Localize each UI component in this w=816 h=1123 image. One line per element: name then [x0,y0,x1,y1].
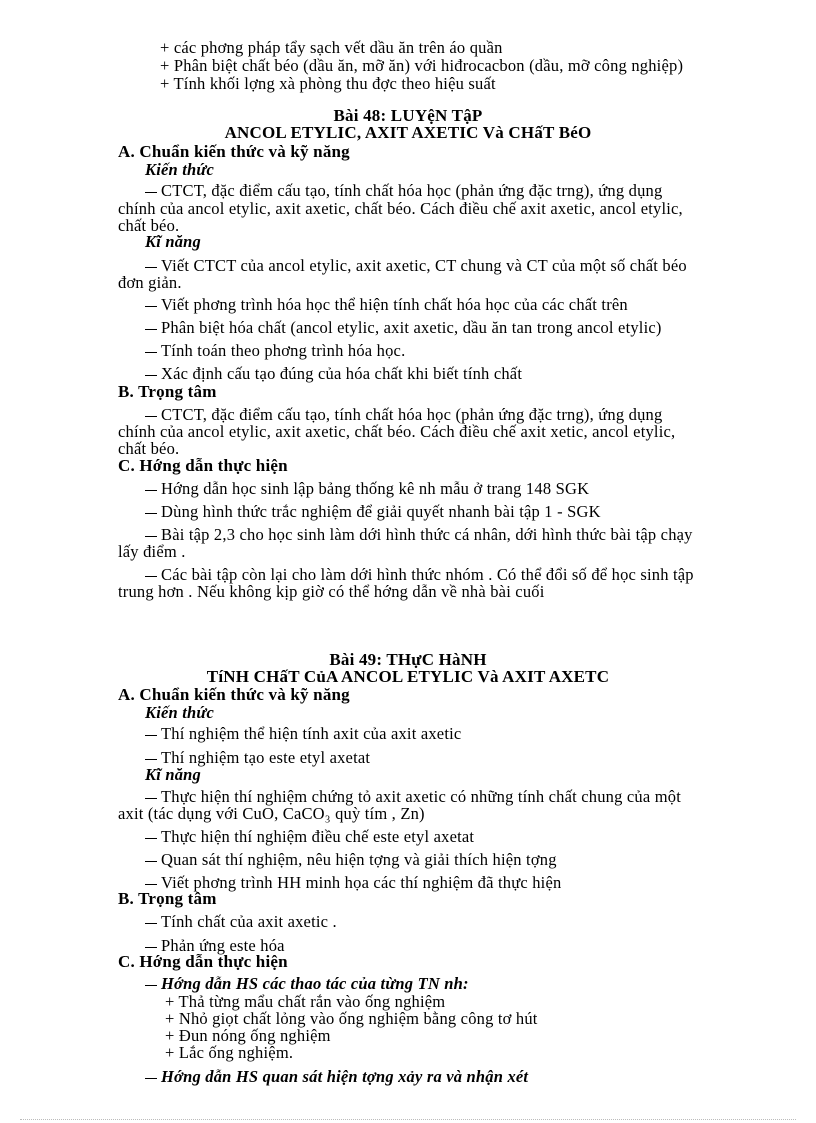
lesson48-kn3: Phân biệt hóa chất (ancol etylic, axit axetic, dầu ăn tan trong ancol etylic) [145,319,662,337]
lesson48-section-a: A. Chuẩn kiến thức và kỹ năng [118,142,350,161]
lesson49-hd1: Hớng dẫn HS các thao tác của từng TN nh: [145,975,469,993]
lesson48-kn4: Tính toán theo phơng trình hóa học. [145,342,405,360]
dash-bullet [145,576,157,577]
lesson49-tt1: Tính chất của axit axetic . [145,913,337,931]
lesson48-kn2: Viết phơng trình hóa học thể hiện tính chất hóa học của các chất trên [145,296,628,314]
lesson49-kt1: Thí nghiệm thể hiện tính axit của axit axetic [145,725,461,743]
lesson49-kn3: Quan sát thí nghiệm, nêu hiện tợng và giải thích hiện tợng [145,851,557,869]
lesson48-kien-thuc-heading: Kiến thức [145,160,214,179]
lesson48-kn1-line2: đơn giản. [118,273,182,292]
dash-bullet [145,306,157,307]
lesson48-kn5: Xác định cấu tạo đúng của hóa chất khi biết tính chất [145,365,522,383]
lesson48-tt1-line3: chất béo. [118,439,180,458]
lesson49-kn1-line1: Thực hiện thí nghiệm chứng tỏ axit axetic có những tính chất chung của một [145,788,681,806]
dash-bullet [145,416,157,417]
dash-bullet [145,267,157,268]
lesson49-step-3: + Đun nóng ống nghiệm [165,1026,331,1045]
lesson48-section-b: B. Trọng tâm [118,382,217,401]
lesson49-section-a: A. Chuẩn kiến thức và kỹ năng [118,685,350,704]
lesson49-kt2: Thí nghiệm tạo este etyl axetat [145,749,370,767]
lesson49-kn1-line2: axit (tác dụng với CuO, CaCO₃ quỳ tím , Zn) [118,804,425,823]
dash-bullet [145,352,157,353]
lesson48-hd3-line1: Bài tập 2,3 cho học sinh làm dới hình thức cá nhân, dới hình thức bài tập chạy [145,526,693,544]
intro-line-2: + Phân biệt chất béo (dầu ăn, mỡ ăn) với hiđrocacbon (dầu, mỡ công nghiệp) [160,56,684,75]
lesson48-hd1: Hớng dẫn học sinh lập bảng thống kê nh mẫu ở trang 148 SGK [145,480,589,498]
dash-bullet [145,861,157,862]
dash-bullet [145,985,157,986]
lesson49-kn2: Thực hiện thí nghiệm điều chế este etyl axetat [145,828,474,846]
lesson49-section-b: B. Trọng tâm [118,889,217,908]
intro-line-1: + các phơng pháp tẩy sạch vết dầu ăn trên áo quần [160,38,503,57]
lesson48-subtitle: ANCOL ETYLIC, AXIT AXETIC Và CHấT BéO [224,123,592,142]
dash-bullet [145,947,157,948]
lesson48-kt1-line3: chất béo. [118,216,180,235]
lesson48-tt1-line2: chính của ancol etylic, axit axetic, chất béo. Cách điều chế axit xetic, ancol etylic, [118,422,676,441]
lesson48-title: Bài 48: LUYệN TậP [333,106,483,125]
dash-bullet [145,923,157,924]
lesson49-step-2: + Nhỏ giọt chất lỏng vào ống nghiệm bằng công tơ hút [165,1009,538,1028]
dash-bullet [145,375,157,376]
lesson48-ki-nang-heading: Kĩ năng [145,232,201,251]
lesson48-hd4-line2: trung hơn . Nếu không kịp giờ có thể hớng dẫn về nhà bài cuối [118,582,545,601]
dash-bullet [145,513,157,514]
lesson48-section-c: C. Hớng dẫn thực hiện [118,456,288,475]
lesson48-tt1-line1: CTCT, đặc điểm cấu tạo, tính chất hóa học (phản ứng đặc trng), ứng dụng [145,406,662,424]
dash-bullet [145,192,157,193]
dash-bullet [145,536,157,537]
lesson48-kn1-line1: Viết CTCT của ancol etylic, axit axetic, CT chung và CT của một số chất béo [145,257,687,275]
dash-bullet [145,759,157,760]
lesson49-tt2: Phản ứng este hóa [145,937,285,955]
dash-bullet [145,329,157,330]
lesson48-hd2: Dùng hình thức trắc nghiệm để giải quyết nhanh bài tập 1 - SGK [145,503,601,521]
lesson49-ki-nang-heading: Kĩ năng [145,765,201,784]
lesson49-step-1: + Thả từng mẩu chất rắn vào ống nghiệm [165,992,446,1011]
lesson49-kn4: Viết phơng trình HH minh họa các thí nghiệm đã thực hiện [145,874,561,892]
lesson48-hd3-line2: lấy điểm . [118,542,186,561]
dash-bullet [145,884,157,885]
lesson49-step-4: + Lắc ống nghiệm. [165,1043,294,1062]
lesson49-hd2: Hớng dẫn HS quan sát hiện tợng xảy ra và nhận xét [145,1068,528,1086]
lesson48-kt1-line2: chính của ancol etylic, axit axetic, chất béo. Cách điều chế axit axetic, ancol etylic, [118,199,683,218]
dash-bullet [145,490,157,491]
lesson48-hd4-line1: Các bài tập còn lại cho làm dới hình thức nhóm . Có thể đổi số để học sinh tập [145,566,694,584]
page-bottom-divider [20,1119,796,1120]
lesson49-section-c: C. Hớng dẫn thực hiện [118,952,288,971]
lesson49-subtitle: TíNH CHấT CủA ANCOL ETYLIC Và AXIT AXETC [206,667,610,686]
dash-bullet [145,735,157,736]
lesson49-kien-thuc-heading: Kiến thức [145,703,214,722]
lesson49-title: Bài 49: THựC HàNH [329,650,487,669]
intro-line-3: + Tính khối lợng xà phòng thu đợc theo hiệu suất [160,74,496,93]
dash-bullet [145,1078,157,1079]
dash-bullet [145,798,157,799]
lesson48-kt1-line1: CTCT, đặc điểm cấu tạo, tính chất hóa học (phản ứng đặc trng), ứng dụng [145,182,662,200]
dash-bullet [145,838,157,839]
